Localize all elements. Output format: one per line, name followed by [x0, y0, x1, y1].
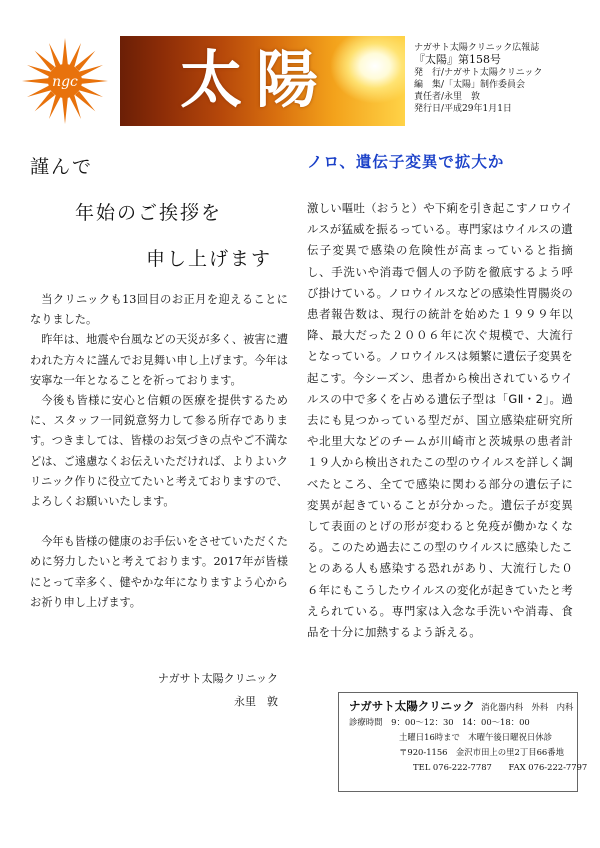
- clinic-name: ナガサト太陽クリニック: [349, 699, 475, 713]
- article-title: ノロ、遺伝子変異で拡大か: [307, 153, 505, 171]
- greeting-line-2: 年始のご挨拶を: [75, 202, 223, 224]
- letter-paragraph: 当クリニックも13回目のお正月を迎えることになりました。: [30, 293, 288, 327]
- logo-text: ngc: [52, 74, 78, 90]
- greeting-line-3: 申し上げます: [146, 248, 273, 270]
- masthead-line: 発行日/平成29年1月1日: [414, 104, 512, 115]
- newsletter-title: 太陽: [180, 43, 333, 116]
- masthead-line: 編 集/「太陽」制作委員会: [414, 79, 526, 90]
- clinic-hours: 9：00～12：30 14：00～18：00: [391, 717, 530, 727]
- clinic-departments: 消化器内科 外科 内科: [481, 702, 574, 712]
- clinic-info-box: [338, 692, 588, 792]
- letter-paragraph: 昨年は、地震や台風などの天災が多く、被害に遭われた方々に謹んでお見舞い申し上げます。今年は安寧な一年となることを祈っております。: [30, 333, 288, 387]
- greeting-letter: [30, 290, 288, 613]
- article-text: 激しい嘔吐（おうと）や下痢を引き起こすノロウイルスが猛威を振るっている。専門家はウイルスの遺伝子変異で感染の危険性が高まっていると指摘し、手洗いや消毒で個人の予防を徹底するよう呼び掛けている。ノロウイルスなどの感染性胃腸炎の患者報告数は、現行の統計を始めた１９９９年以降、最大だった２００６年に次ぐ規模で、大流行となっている。ノロウイルスは頻繁に遺伝子変異を起こす。今シーズン、患者から検出されているウイルスの中で多くを占める遺伝子型は「GⅡ・2」。過去にも見つかっている型だが、国立感染症研究所や北里大などのチームが川崎市と茨城県の患者計１９人から検出されたこの型のウイルスを詳しく調べたところ、全てで感染に関わる部分の遺伝子に変異が起きていることが分かった。遺伝子が変異して表面のとげの形が変わると免疫が働かなくなる。このため過去にこの型のウイルスに感染したことのある人も感染する恐れがあり、大流行した０６年にもこうしたウイルスの変化が起きていたと考えられている。専門家は入念な手洗いや消毒、食品を十分に加熱するよう訴える。: [307, 201, 573, 640]
- clinic-closed-note: 土曜日16時まで 木曜午後日曜祝日休診: [399, 732, 553, 742]
- greeting-line-1: 謹んで: [30, 156, 94, 178]
- letter-paragraph: 今年も皆様の健康のお手伝いをさせていただくために努力したいと考えております。2017年が皆様にとって幸多く、健やかな年になりますよう心からお祈り申し上げます。: [30, 535, 288, 609]
- clinic-tel: TEL 076-222-7787: [413, 762, 492, 772]
- clinic-fax: FAX 076-222-7797: [508, 762, 588, 772]
- clinic-logo: [20, 36, 110, 126]
- masthead-line: 責任者/永里 敦: [414, 92, 481, 103]
- letter-paragraph: 今後も皆様に安心と信頼の医療を提供するために、スタッフ一同鋭意努力して参る所存であります。つきましては、皆様のお気づきの点やご不満などは、ご遠慮なくお伝えいただければ、よりよいクリニック作りに役立てたいと考えておりますので、よろしくお願いいたします。: [30, 394, 288, 509]
- signature-clinic: ナガサト太陽クリニック: [157, 672, 278, 685]
- masthead-line: ナガサト太陽クリニック広報誌: [414, 43, 540, 53]
- signature-name: 永里 敦: [234, 695, 278, 708]
- masthead: [414, 42, 542, 116]
- article-body: [307, 198, 573, 643]
- hours-label: 診療時間: [349, 717, 383, 727]
- clinic-address: 〒920-1156 金沢市田上の里2丁目66番地: [399, 747, 564, 757]
- masthead-line: 『太陽』第158号: [414, 53, 501, 67]
- masthead-line: 発 行/ナガサト太陽クリニック: [414, 67, 543, 78]
- title-banner: [120, 36, 405, 126]
